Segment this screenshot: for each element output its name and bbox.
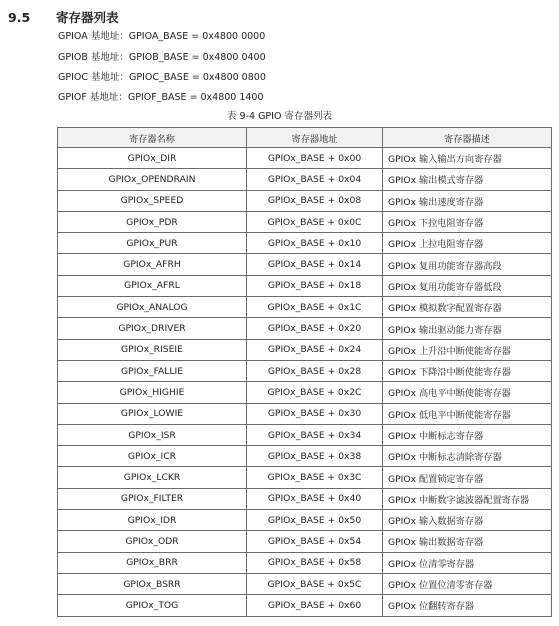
register-description-cell: GPIOx 上拉电阻寄存器 [383,233,552,254]
table-row [58,467,552,488]
register-name-cell: GPIOx_HIGHIE [58,382,247,403]
section-title: 寄存器列表 [56,10,119,25]
table-row [58,552,552,573]
register-description-cell: GPIOx 位翻转寄存器 [383,595,552,616]
table-row [58,211,552,232]
register-address-cell: GPIOx_BASE + 0x50 [247,510,383,531]
base-address-gpioc: GPIOC 基地址：GPIOC_BASE = 0x4800 0800 [58,72,266,83]
register-table-body [58,148,552,617]
register-name-cell: GPIOx_LOWIE [58,403,247,424]
register-name-cell: GPIOx_DRIVER [58,318,247,339]
register-address-cell: GPIOx_BASE + 0x38 [247,446,383,467]
register-description-cell: GPIOx 输入输出方向寄存器 [383,148,552,169]
register-name-cell: GPIOx_PUR [58,233,247,254]
register-table [57,127,552,617]
register-name-cell: GPIOx_AFRL [58,275,247,296]
table-row [58,169,552,190]
register-address-cell: GPIOx_BASE + 0x54 [247,531,383,552]
register-name-cell: GPIOx_DIR [58,148,247,169]
section-heading [8,7,119,27]
header-register-address: 寄存器地址 [247,128,383,148]
register-description-cell: GPIOx 输出驱动能力寄存器 [383,318,552,339]
register-description-cell: GPIOx 上升沿中断使能寄存器 [383,339,552,360]
register-address-cell: GPIOx_BASE + 0x60 [247,595,383,616]
register-description-cell: GPIOx 中断数字滤波器配置寄存器 [383,488,552,509]
base-address-gpioa: GPIOA 基地址：GPIOA_BASE = 0x4800 0000 [58,31,266,42]
base-address-gpiob: GPIOB 基地址：GPIOB_BASE = 0x4800 0400 [58,52,266,63]
register-address-cell: GPIOx_BASE + 0x24 [247,339,383,360]
register-description-cell: GPIOx 模拟数字配置寄存器 [383,297,552,318]
register-address-cell: GPIOx_BASE + 0x18 [247,275,383,296]
register-description-cell: GPIOx 输出模式寄存器 [383,169,552,190]
register-description-cell: GPIOx 复用功能寄存器低段 [383,275,552,296]
register-name-cell: GPIOx_SPEED [58,190,247,211]
register-description-cell: GPIOx 低电平中断使能寄存器 [383,403,552,424]
register-description-cell: GPIOx 下拉电阻寄存器 [383,211,552,232]
register-address-cell: GPIOx_BASE + 0x14 [247,254,383,275]
register-address-cell: GPIOx_BASE + 0x40 [247,488,383,509]
register-description-cell: GPIOx 下降沿中断使能寄存器 [383,360,552,381]
header-register-description: 寄存器描述 [383,128,552,148]
register-name-cell: GPIOx_BSRR [58,573,247,594]
register-name-cell: GPIOx_ISR [58,424,247,445]
register-address-cell: GPIOx_BASE + 0x10 [247,233,383,254]
register-name-cell: GPIOx_ANALOG [58,297,247,318]
register-name-cell: GPIOx_AFRH [58,254,247,275]
register-address-cell: GPIOx_BASE + 0x20 [247,318,383,339]
register-description-cell: GPIOx 输出数据寄存器 [383,531,552,552]
table-row [58,595,552,616]
table-row [58,573,552,594]
table-row [58,148,552,169]
register-description-cell: GPIOx 输出速度寄存器 [383,190,552,211]
register-description-cell: GPIOx 中断标志寄存器 [383,424,552,445]
table-row [58,254,552,275]
register-name-cell: GPIOx_ODR [58,531,247,552]
register-address-cell: GPIOx_BASE + 0x00 [247,148,383,169]
table-row [58,488,552,509]
table-row [58,403,552,424]
table-row [58,318,552,339]
section-number: 9.5 [8,9,31,25]
table-row [58,275,552,296]
table-row [58,531,552,552]
register-name-cell: GPIOx_OPENDRAIN [58,169,247,190]
table-row [58,382,552,403]
register-address-cell: GPIOx_BASE + 0x3C [247,467,383,488]
register-description-cell: GPIOx 位清零寄存器 [383,552,552,573]
table-row [58,190,552,211]
table-row [58,233,552,254]
register-name-cell: GPIOx_PDR [58,211,247,232]
register-address-cell: GPIOx_BASE + 0x04 [247,169,383,190]
register-address-cell: GPIOx_BASE + 0x58 [247,552,383,573]
register-address-cell: GPIOx_BASE + 0x1C [247,297,383,318]
table-row [58,446,552,467]
register-description-cell: GPIOx 配置锁定寄存器 [383,467,552,488]
register-name-cell: GPIOx_RISEIE [58,339,247,360]
table-row [58,510,552,531]
register-address-cell: GPIOx_BASE + 0x34 [247,424,383,445]
register-description-cell: GPIOx 输入数据寄存器 [383,510,552,531]
header-register-name: 寄存器名称 [58,128,247,148]
register-address-cell: GPIOx_BASE + 0x08 [247,190,383,211]
table-header-row [58,128,552,148]
table-row [58,424,552,445]
register-name-cell: GPIOx_FILTER [58,488,247,509]
table-row [58,297,552,318]
register-name-cell: GPIOx_IDR [58,510,247,531]
table-row [58,339,552,360]
table-row [58,360,552,381]
register-description-cell: GPIOx 中断标志清除寄存器 [383,446,552,467]
register-address-cell: GPIOx_BASE + 0x2C [247,382,383,403]
register-address-cell: GPIOx_BASE + 0x5C [247,573,383,594]
register-name-cell: GPIOx_FALLIE [58,360,247,381]
register-description-cell: GPIOx 高电平中断使能寄存器 [383,382,552,403]
table-caption: 表 9-4 GPIO 寄存器列表 [227,111,332,122]
register-description-cell: GPIOx 位置位清零寄存器 [383,573,552,594]
register-name-cell: GPIOx_ICR [58,446,247,467]
register-address-cell: GPIOx_BASE + 0x30 [247,403,383,424]
register-name-cell: GPIOx_LCKR [58,467,247,488]
register-name-cell: GPIOx_BRR [58,552,247,573]
register-address-cell: GPIOx_BASE + 0x0C [247,211,383,232]
register-address-cell: GPIOx_BASE + 0x28 [247,360,383,381]
register-description-cell: GPIOx 复用功能寄存器高段 [383,254,552,275]
register-name-cell: GPIOx_TOG [58,595,247,616]
base-address-gpiof: GPIOF 基地址：GPIOF_BASE = 0x4800 1400 [58,92,264,103]
